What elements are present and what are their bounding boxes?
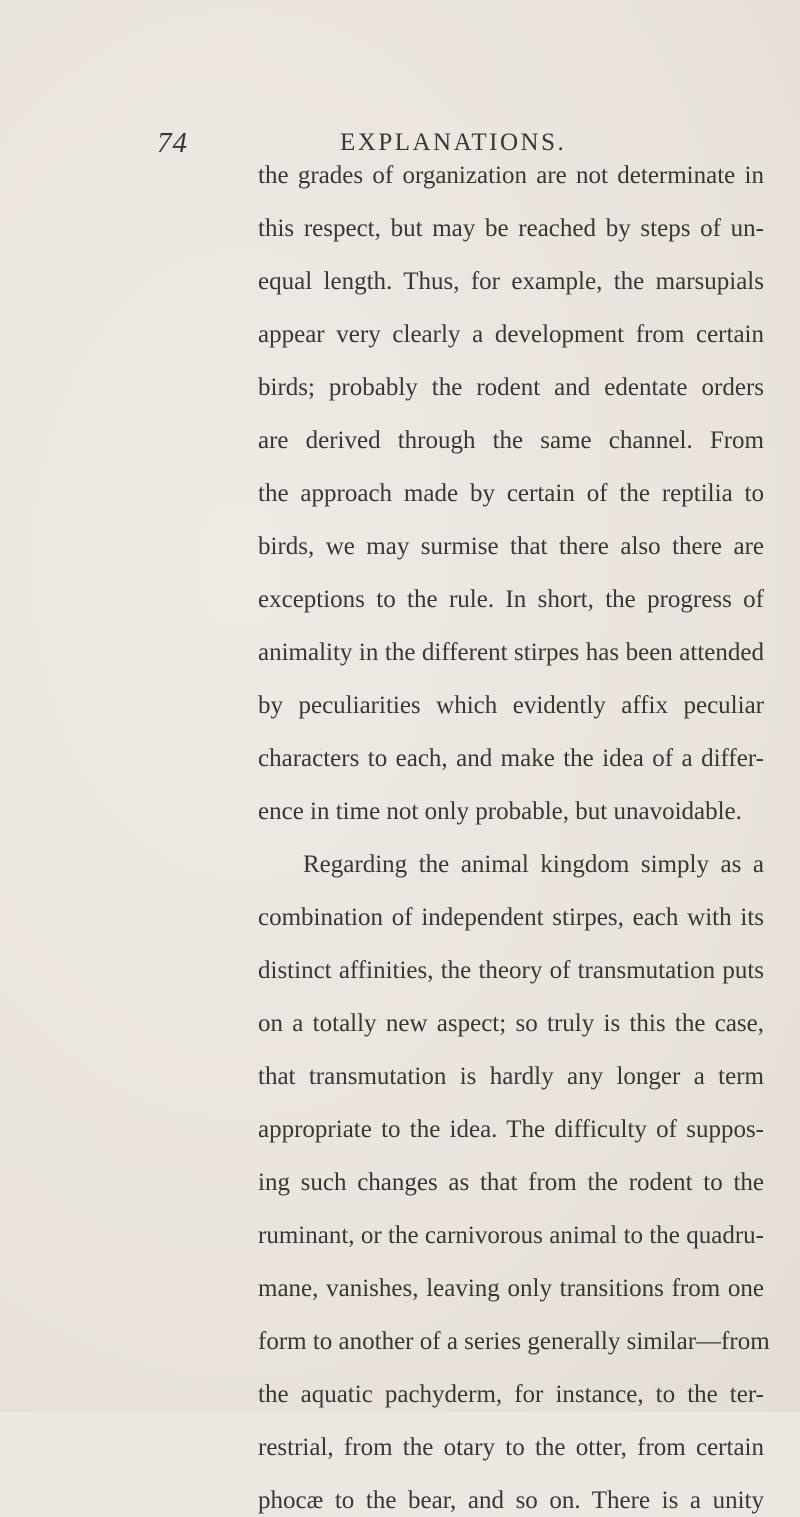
- text-line: equal length. Thus, for example, the marsupials: [258, 268, 764, 295]
- text-line: ing such changes as that from the rodent to the: [258, 1169, 764, 1196]
- text-line: appropriate to the idea. The difficulty of suppos-: [258, 1116, 764, 1143]
- text-line: characters to each, and make the idea of a differ-: [258, 745, 764, 772]
- text-line: are derived through the same channel. From: [258, 427, 764, 454]
- page-number: 74: [157, 127, 188, 159]
- text-line: phocæ to the bear, and so on. There is a unity: [258, 1487, 764, 1514]
- text-line: the aquatic pachyderm, for instance, to the ter-: [258, 1381, 764, 1408]
- text-line: restrial, from the otary to the otter, from certain: [258, 1434, 764, 1461]
- text-line-part: ence in time not only probable, but unavoidable.: [258, 798, 742, 825]
- text-line: appear very clearly a development from certain: [258, 321, 764, 348]
- text-line: [258, 796, 764, 828]
- text-line: this respect, but may be reached by steps of un-: [258, 215, 764, 242]
- text-line: distinct affinities, the theory of transmutation puts: [258, 957, 764, 984]
- text-line: by peculiarities which evidently affix peculiar: [258, 692, 764, 719]
- text-line: mane, vanishes, leaving only transitions from one: [258, 1275, 764, 1302]
- text-line: that transmutation is hardly any longer a term: [258, 1063, 764, 1090]
- text-line: birds; probably the rodent and edentate orders: [258, 374, 764, 401]
- text-line: exceptions to the rule. In short, the progress of: [258, 586, 764, 613]
- text-line: the grades of organization are not determinate in: [258, 162, 764, 189]
- text-line: animality in the different stirpes has been attended: [258, 639, 764, 666]
- running-head: EXPLANATIONS.: [340, 129, 567, 156]
- text-line: form to another of a series generally similar—from: [258, 1328, 770, 1355]
- text-line: combination of independent stirpes, each with its: [258, 904, 764, 931]
- text-line: the approach made by certain of the reptilia to: [258, 480, 764, 507]
- text-line: ruminant, or the carnivorous animal to the quadru-: [258, 1222, 764, 1249]
- text-line: birds, we may surmise that there also there are: [258, 533, 764, 560]
- text-line: on a totally new aspect; so truly is this the case,: [258, 1010, 764, 1037]
- paragraph-start-line: Regarding the animal kingdom simply as a: [303, 851, 764, 878]
